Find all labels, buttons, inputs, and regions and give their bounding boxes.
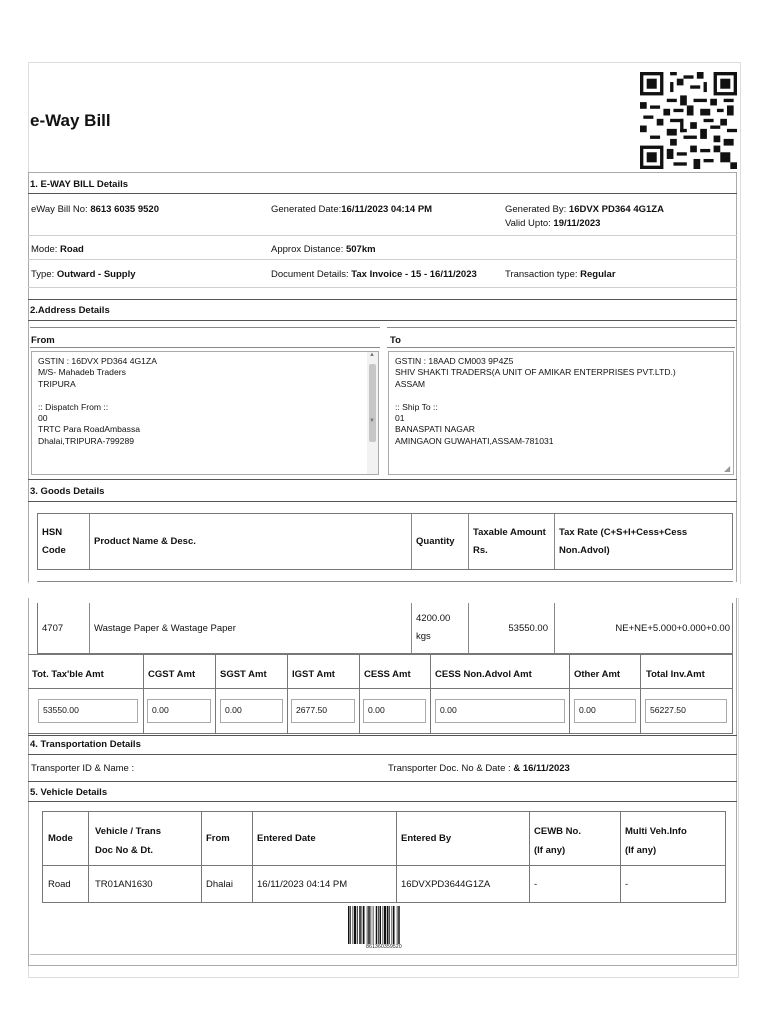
cell-taxable: 53550.00 <box>469 603 555 653</box>
to-label: To <box>390 335 401 346</box>
col-entered-by: Entered By <box>401 833 452 844</box>
mode: Mode: Road <box>31 244 84 255</box>
page-gap <box>0 584 768 597</box>
ewb-no: eWay Bill No: 8613 6035 9520 <box>31 204 159 215</box>
from-label: From <box>31 335 55 346</box>
cess-value: 0.00 <box>363 699 426 723</box>
transporter-id: Transporter ID & Name : <box>31 763 135 774</box>
type: Type: Outward - Supply <box>31 269 136 280</box>
qr-code <box>640 72 737 169</box>
col-taxable-amount: Taxable Amount Rs. <box>469 514 555 569</box>
document-details: Document Details: Tax Invoice - 15 - 16/11/2023 <box>271 269 477 280</box>
transporter-doc: Transporter Doc. No & Date : & 16/11/2023 <box>388 763 570 774</box>
col-hsn-code: HSN Code <box>38 514 90 569</box>
cell-multi-veh: - <box>625 879 629 890</box>
cell-entered-by: 16DVXPD3644G1ZA <box>401 879 491 890</box>
cell-vehicle: TR01AN1630 <box>95 879 153 890</box>
col-mode: Mode <box>48 833 73 844</box>
section1-title: 1. E-WAY BILL Details <box>30 179 129 190</box>
tot-taxable-label: Tot. Tax'ble Amt <box>32 669 104 680</box>
resize-handle-icon[interactable]: ◢ <box>724 464 731 473</box>
total-inv-value: 56227.50 <box>645 699 727 723</box>
page-title: e-Way Bill <box>30 111 111 130</box>
section4-title: 4. Transportation Details <box>30 739 141 750</box>
cell-tax-rate: NE+NE+5.000+0.000+0.00 <box>615 622 730 634</box>
scroll-down-icon[interactable]: ▼ <box>369 418 375 424</box>
cgst-value: 0.00 <box>147 699 211 723</box>
col-tax-rate: Tax Rate (C+S+I+Cess+Cess Non.Advol) <box>559 526 688 556</box>
section3-title: 3. Goods Details <box>30 486 105 497</box>
transaction-type: Transaction type: Regular <box>505 269 616 280</box>
totals-table <box>28 654 733 734</box>
to-address[interactable]: GSTIN : 18AAD CM003 9P4Z5 SHIV SHAKTI TRADERS(A UNIT OF AMIKAR ENTERPRISES PVT.LTD.) ASSAM :: Ship To :: 01 BANASPATI NAGAR AMINGAON GUWAHATI,ASSAM-781031 <box>388 351 734 475</box>
generated-by: Generated By: 16DVX PD364 4G1ZA <box>505 204 664 215</box>
tot-taxable-value: 53550.00 <box>38 699 138 723</box>
section5-title: 5. Vehicle Details <box>30 787 108 798</box>
col-vehicle: Vehicle / Trans Doc No & Dt. <box>95 826 162 856</box>
goods-row <box>37 603 733 654</box>
from-address[interactable]: GSTIN : 16DVX PD364 4G1ZA M/S- Mahadeb Traders TRIPURA :: Dispatch From :: 00 TRTC Para RoadAmbassa Dhalai,TRIPURA-799289 <box>31 351 379 475</box>
col-from: From <box>206 833 230 844</box>
goods-header <box>37 513 733 570</box>
barcode <box>348 906 420 944</box>
valid-upto: Valid Upto: 19/11/2023 <box>505 218 601 229</box>
sgst-label: SGST Amt <box>220 669 267 680</box>
from-scrollbar[interactable] <box>367 352 378 474</box>
col-entered-date: Entered Date <box>257 833 316 844</box>
cell-mode: Road <box>48 879 71 890</box>
sgst-value: 0.00 <box>220 699 283 723</box>
igst-value: 2677.50 <box>291 699 355 723</box>
cell-from: Dhalai <box>206 879 233 890</box>
col-multi-veh: Multi Veh.Info (If any) <box>625 826 687 856</box>
cell-quantity: 4200.00 kgs <box>412 603 469 653</box>
igst-label: IGST Amt <box>292 669 335 680</box>
other-amt-value: 0.00 <box>574 699 636 723</box>
scroll-up-icon[interactable]: ▲ <box>369 352 375 358</box>
cess-nonadvol-value: 0.00 <box>435 699 565 723</box>
cell-product: Wastage Paper & Wastage Paper <box>90 603 412 653</box>
cell-hsn: 4707 <box>38 603 90 653</box>
col-cewb: CEWB No. (If any) <box>534 826 581 856</box>
vehicle-table <box>42 811 726 903</box>
generated-date: Generated Date:16/11/2023 04:14 PM <box>271 204 433 215</box>
col-quantity: Quantity <box>412 514 469 569</box>
cess-label: CESS Amt <box>364 669 411 680</box>
barcode-text: 861360359520 <box>366 944 402 950</box>
col-product-name: Product Name & Desc. <box>90 514 412 569</box>
cell-entered-date: 16/11/2023 04:14 PM <box>257 879 348 890</box>
other-amt-label: Other Amt <box>574 669 621 680</box>
cell-cewb: - <box>534 879 538 890</box>
cgst-label: CGST Amt <box>148 669 196 680</box>
cess-nonadvol-label: CESS Non.Advol Amt <box>435 669 532 680</box>
section2-title: 2.Address Details <box>30 305 110 316</box>
approx-distance: Approx Distance: 507km <box>271 244 376 255</box>
total-inv-label: Total Inv.Amt <box>646 669 705 680</box>
